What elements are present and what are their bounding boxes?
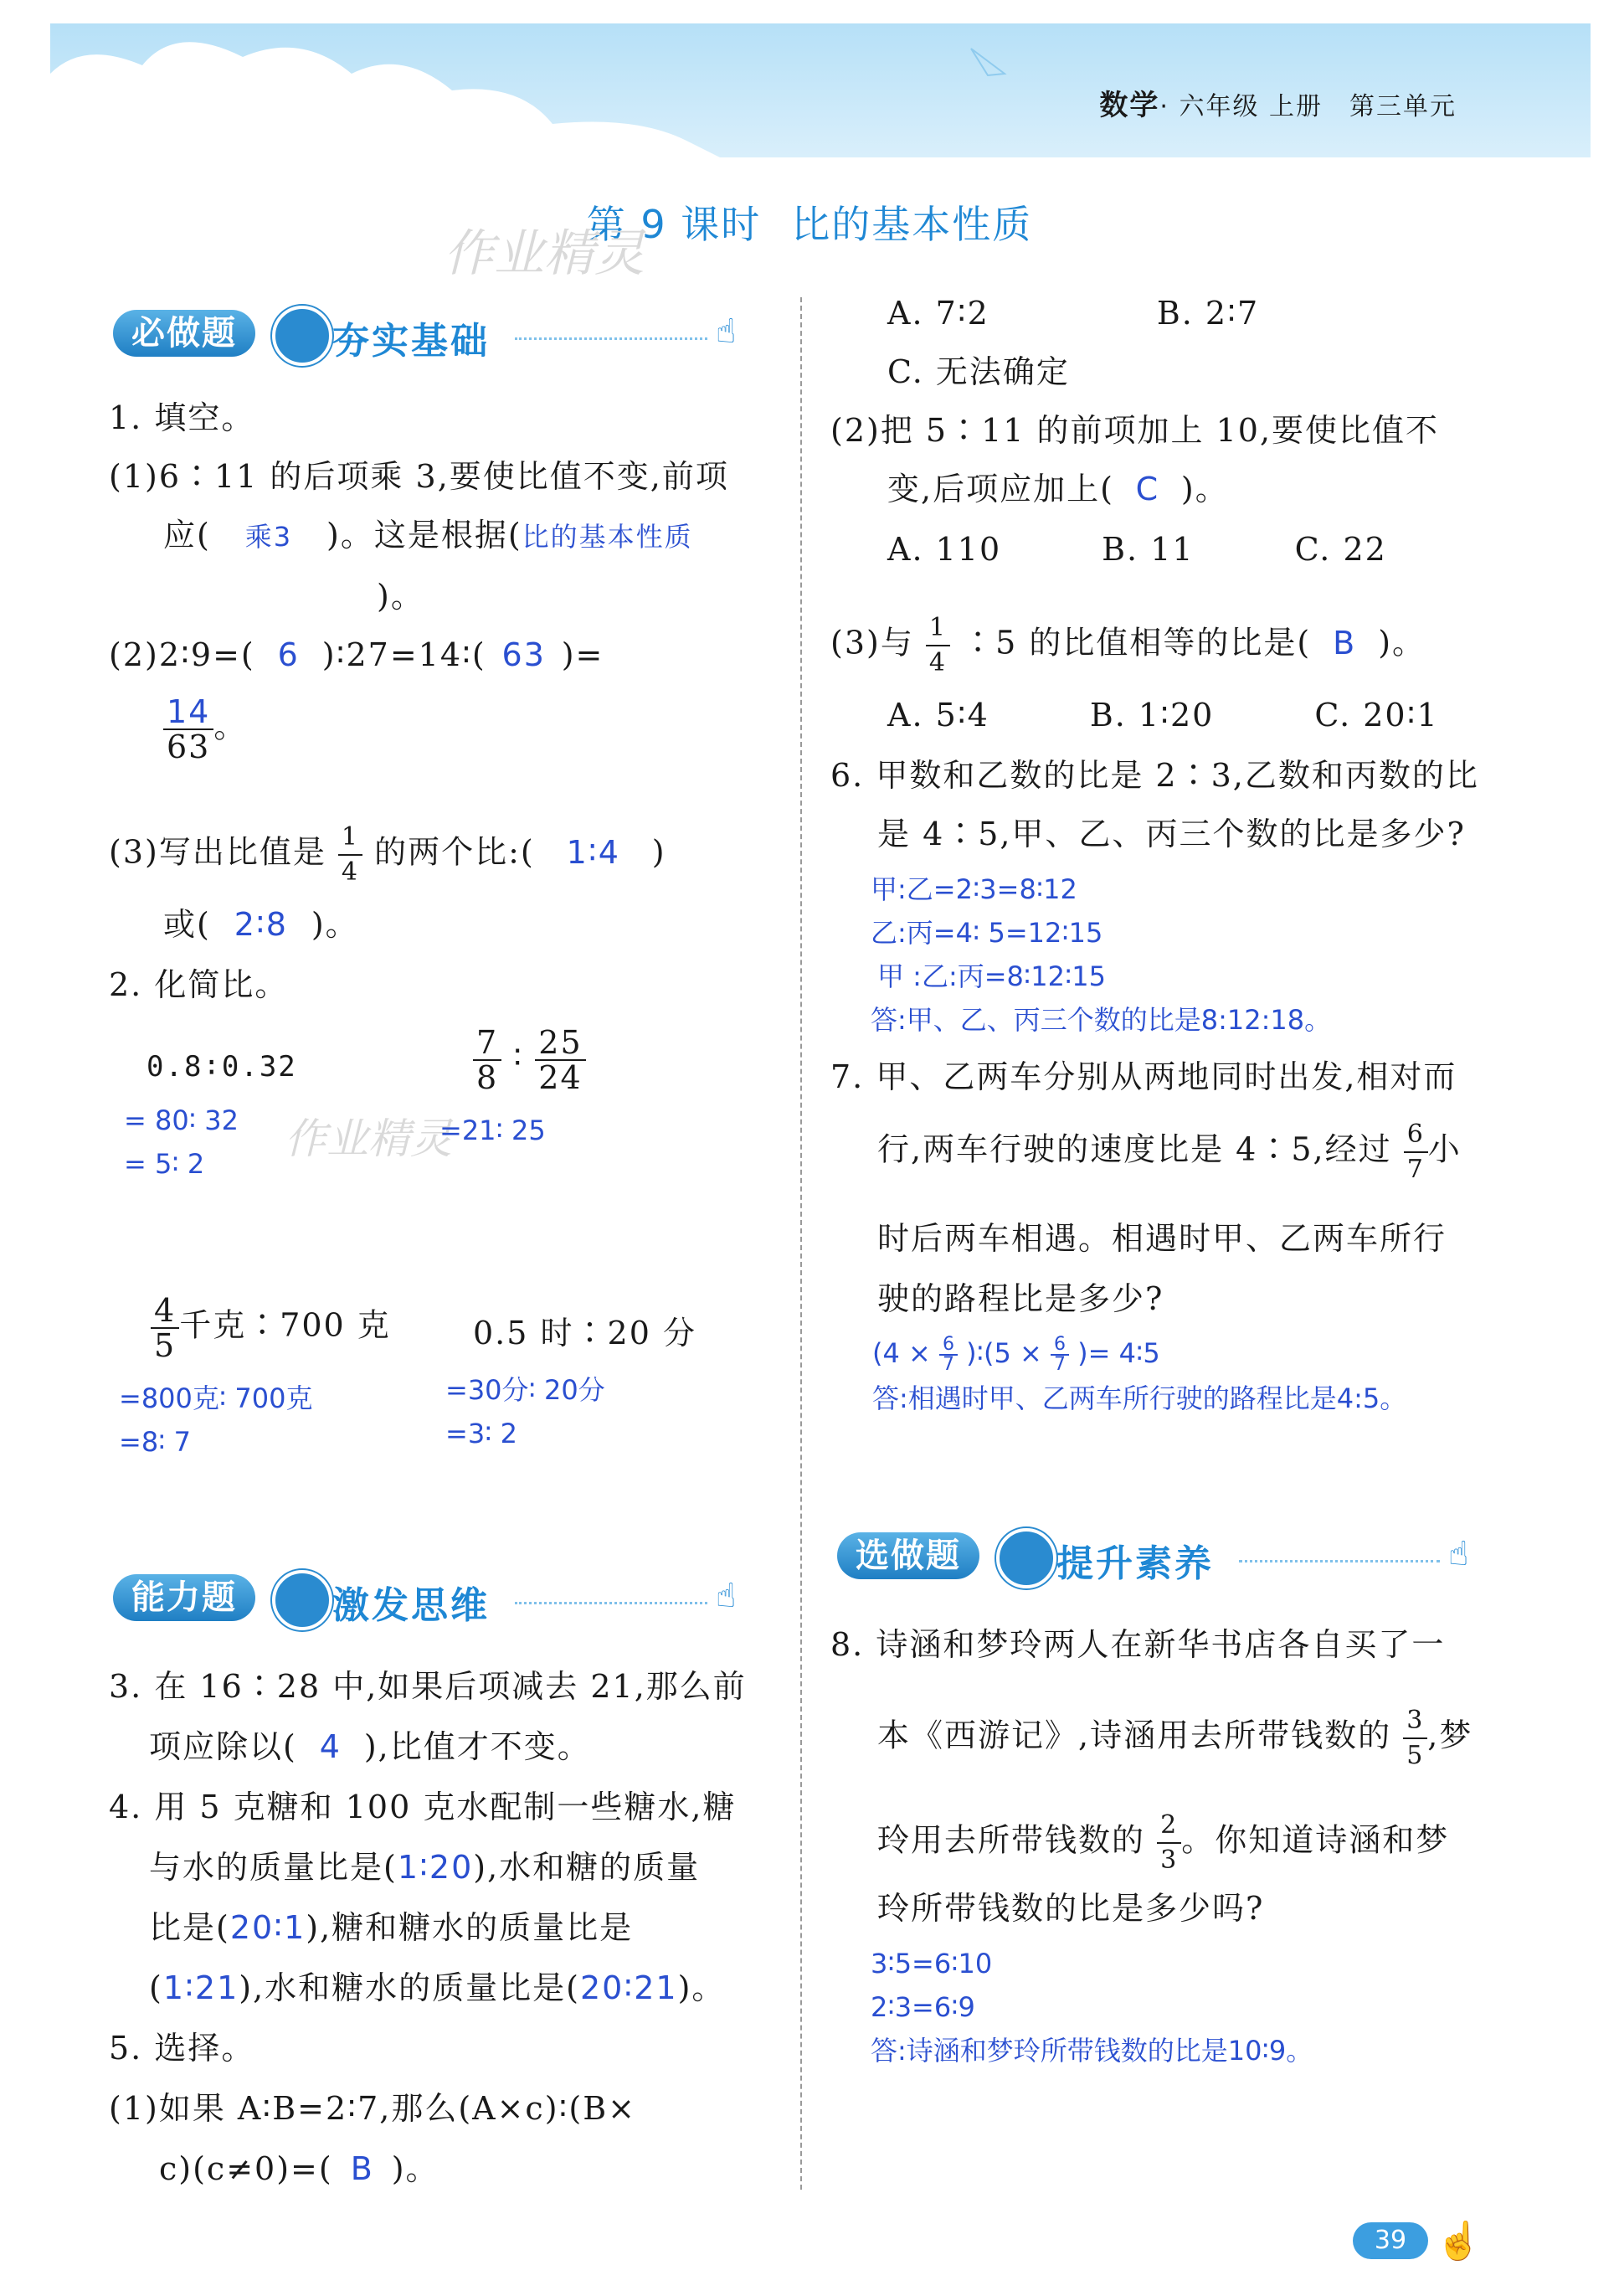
answer: 1∶4 — [566, 833, 620, 871]
brain-icon — [272, 1570, 332, 1630]
answer: 4 — [319, 1728, 342, 1765]
hand-icon: ☝ — [716, 1577, 737, 1615]
section-title: 夯实基础 — [332, 320, 490, 363]
section-title: 激发思维 — [332, 1584, 490, 1627]
chart-icon — [272, 306, 332, 366]
q7-line4: 驶的路程比是多少? — [877, 1280, 1164, 1317]
section-banner-required — [113, 306, 749, 364]
q4-line3: 比是(20∶1),糖和糖水的质量比是 — [149, 1909, 634, 1946]
column-divider — [800, 297, 802, 2190]
q5-part1-options: A. 7∶2 B. 2∶7 — [887, 295, 1260, 332]
section-tag: 必做题 — [113, 310, 255, 357]
section-tag: 能力题 — [113, 1574, 255, 1621]
q5-part3-options: A. 5∶4 B. 1∶20 C. 20∶1 — [887, 697, 1439, 734]
q5-part2-line2: 变,后项应加上( C )。 — [887, 471, 1229, 507]
q8-line4: 玲所带钱数的比是多少吗? — [877, 1890, 1265, 1927]
section-tag: 选做题 — [837, 1532, 979, 1579]
q2-expr2: $\frac{7}{8}$ ∶ $\frac{25}{24}$ — [473, 1026, 586, 1094]
answer: 14 — [163, 695, 213, 730]
page-number: 39 — [1353, 2222, 1428, 2259]
q2-solution1-step2: = 5∶ 2 — [124, 1148, 205, 1180]
lesson-title — [0, 194, 1619, 250]
q5-part2: (2)把 5∶11 的前项加上 10,要使比值不 — [830, 412, 1440, 449]
q4-line1: 4. 用 5 克糖和 100 克水配制一些糖水,糖 — [109, 1789, 737, 1825]
answer: 1∶21 — [162, 1969, 239, 2006]
q5-stem: 5. 选择。 — [109, 2030, 255, 2067]
lesson-name: 比的基本性质 — [791, 202, 1033, 247]
q5-part1-line2: c)(c≠0)=( B )。 — [159, 2150, 439, 2187]
answer: 乘3 — [244, 521, 293, 553]
answer: 63 — [501, 636, 546, 673]
answer: 比的基本性质 — [522, 521, 693, 553]
q2-expr1: 0.8∶0.32 — [146, 1050, 297, 1084]
q8-line2: 本《西游记》,诗涵用去所带钱数的 $\frac{3}{5}$ ,梦 — [877, 1706, 1473, 1770]
q1-part1: (1)6∶11 的后项乘 3,要使比值不变,前项 — [109, 458, 729, 495]
q2-solution3-step2: =8∶ 7 — [119, 1426, 192, 1458]
header-title: 数学· 六年级 上册 第三单元 — [1099, 89, 1457, 122]
lightbulb-icon — [996, 1528, 1056, 1588]
q3-line1: 3. 在 16∶28 中,如果后项减去 21,那么前 — [109, 1668, 747, 1705]
q7-answer: 答:相遇时甲、乙两车所行驶的路程比是4:5。 — [872, 1382, 1407, 1414]
q8-line1: 8. 诗涵和梦玲两人在新华书店各自买了一 — [830, 1626, 1446, 1663]
q3-line2: 项应除以( 4 ),比值才不变。 — [149, 1728, 591, 1765]
answer: 2∶8 — [234, 906, 288, 943]
q7-line1: 7. 甲、乙两车分别从两地同时出发,相对而 — [830, 1058, 1457, 1095]
hand-icon: ☝ — [1448, 1535, 1469, 1573]
q8-solution-step1: 3∶5=6∶10 — [871, 1948, 993, 1979]
q1-part1-line3: )。 — [377, 578, 424, 615]
q5-part3: (3)与 $\frac{1}{4}$ ∶5 的比值相等的比是( B )。 — [830, 613, 1426, 677]
q1-part3: (3)写出比值是 $\frac{1}{4}$ 的两个比:( 1∶4 ) — [109, 822, 666, 887]
answer: 6 — [277, 636, 300, 673]
answer: B — [1333, 624, 1357, 662]
q6-solution-step2: 乙:丙=4∶ 5=12∶15 — [871, 917, 1103, 949]
q2-solution2: =21∶ 25 — [439, 1115, 546, 1146]
dotted-line — [515, 337, 707, 340]
q8-answer: 答:诗涵和梦玲所带钱数的比是10∶9。 — [871, 2035, 1313, 2067]
hand-icon: ☝ — [716, 312, 737, 351]
q6-line2: 是 4∶5,甲、乙、丙三个数的比是多少? — [877, 816, 1466, 852]
q2-solution3-step1: =800克∶ 700克 — [119, 1382, 313, 1414]
q8-solution-step2: 2∶3=6∶9 — [871, 1991, 975, 2023]
q7-solution: (4 × $\frac{6}{7}$ )∶(5 × $\frac{6}{7}$ )= 4∶5 — [872, 1334, 1160, 1375]
dotted-line — [515, 1602, 707, 1604]
q6-line1: 6. 甲数和乙数的比是 2∶3,乙数和丙数的比 — [830, 757, 1479, 794]
q2-solution4-step2: =3∶ 2 — [445, 1418, 518, 1449]
q2-expr4: 0.5 时∶20 分 — [473, 1315, 696, 1351]
answer: C — [1135, 471, 1160, 507]
section-title: 提升素养 — [1056, 1542, 1214, 1585]
answer: 20∶21 — [579, 1969, 678, 2006]
q2-solution1-step1: = 80∶ 32 — [124, 1104, 239, 1136]
q5-part1: (1)如果 A∶B=2∶7,那么(A×c)∶(B× — [109, 2090, 637, 2127]
q1-part1-line2: 应( 乘3 )。这是根据(比的基本性质 — [163, 515, 693, 557]
lesson-number: 第 9 课时 — [586, 202, 762, 247]
q2-solution4-step1: =30分∶ 20分 — [445, 1374, 605, 1406]
section-banner-ability — [113, 1570, 749, 1629]
watermark: 作业精灵 — [444, 224, 645, 283]
q6-solution-step1: 甲:乙=2∶3=8∶12 — [871, 873, 1077, 905]
q2-stem: 2. 化简比。 — [109, 966, 289, 1003]
answer: B — [350, 2150, 374, 2187]
section-banner-optional — [837, 1528, 1482, 1587]
q1-stem: 1. 填空。 — [109, 399, 255, 436]
q5-part2-options: A. 110 B. 11 C. 22 — [887, 531, 1387, 568]
q8-line3: 玲用去所带钱数的 $\frac{2}{3}$ 。你知道诗涵和梦 — [877, 1810, 1450, 1875]
q4-line2: 与水的质量比是(1∶20),水和糖的质量 — [149, 1849, 701, 1886]
q5-part1-option-c: C. 无法确定 — [887, 353, 1070, 390]
watermark: 作业精灵 — [285, 1115, 452, 1163]
q7-line3: 时后两车相遇。相遇时甲、乙两车所行 — [877, 1220, 1447, 1257]
q6-solution-step3: 甲 :乙:丙=8∶12∶15 — [877, 960, 1107, 992]
page-header — [50, 23, 1591, 157]
q6-answer: 答:甲、乙、丙三个数的比是8:12:18。 — [871, 1004, 1332, 1036]
hand-icon: ☝ — [1436, 2220, 1482, 2263]
answer: 1∶20 — [397, 1849, 474, 1886]
q1-part3-line2: 或( 2∶8 )。 — [163, 906, 359, 943]
q7-line2: 行,两车行驶的速度比是 4∶5,经过 $\frac{6}{7}$ 小 — [877, 1120, 1462, 1184]
q1-part2-fraction: $\frac{14}{63}$ 。 — [163, 695, 247, 764]
q1-part2: (2)2∶9=( 6 )∶27=14∶( 63 )= — [109, 636, 604, 673]
dotted-line — [1239, 1560, 1440, 1562]
answer: 20∶1 — [229, 1909, 306, 1946]
q2-expr3: $\frac{4}{5}$ 千克∶700 克 — [151, 1294, 391, 1362]
q4-line4: (1∶21),水和糖水的质量比是(20∶21)。 — [149, 1969, 726, 2006]
